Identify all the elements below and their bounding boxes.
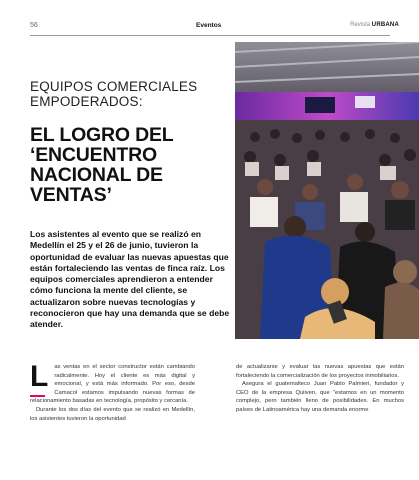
article-title: EL LOGRO DEL ‘ENCUENTRO NACIONAL DE VENTAS’ [30, 124, 174, 206]
event-photo [235, 42, 419, 339]
body-paragraph: Asegura el guatemalteco Juan Pablo Palmieri, fundador y CEO de la empresa Quiiven, que “estamos en un momento complejo, pero también lleno de posibilidades. En muchos países de Latinoamérica hay una demanda enorme [236, 381, 404, 413]
page-number: 56 [30, 22, 38, 29]
body-paragraph: Durante los dos días del evento que se realizó en Medellín, los asistentes tuvieron la oportunidad [30, 406, 195, 422]
article-lead: Los asistentes al evento que se realizó en Medellín el 25 y el 26 de junio, tuvieron la oportunidad de evaluar las nuevas apuestas que están fortaleciendo las ventas de finca raíz. Los equipos comerciales aprendieron a entender cómo funciona la mente del cliente, se actualizaron sobre nuevas tecnologías y reconocieron que hay una demanda que se debe atender. [30, 229, 230, 330]
body-column-2 [236, 363, 404, 415]
header-rule [30, 35, 390, 36]
body-paragraph: as ventas en el sector constructor están cambiando radicalmente. Hoy el cliente es más digital y emocional, y está más informado. Por eso, desde Camacol estamos impulsando nuevas formas de relacionamiento basadas en tecnología, propósito y cercanía. [30, 364, 195, 405]
article-kicker: EQUIPOS COMERCIALES EMPODERADOS: [30, 79, 198, 109]
body-column-1 [30, 360, 195, 423]
magazine-name [350, 22, 399, 28]
page-header [0, 22, 419, 34]
accent-rule [30, 395, 45, 397]
section-label: Eventos [196, 22, 222, 29]
magazine-prefix: Revista [350, 22, 371, 28]
magazine-brand: URBANA [371, 22, 399, 28]
drop-cap: L [30, 360, 49, 393]
body-paragraph: de actualizarse y evaluar las nuevas apuestas que están fortaleciendo la comercialización de los proyectos inmobiliarios. [236, 364, 404, 379]
